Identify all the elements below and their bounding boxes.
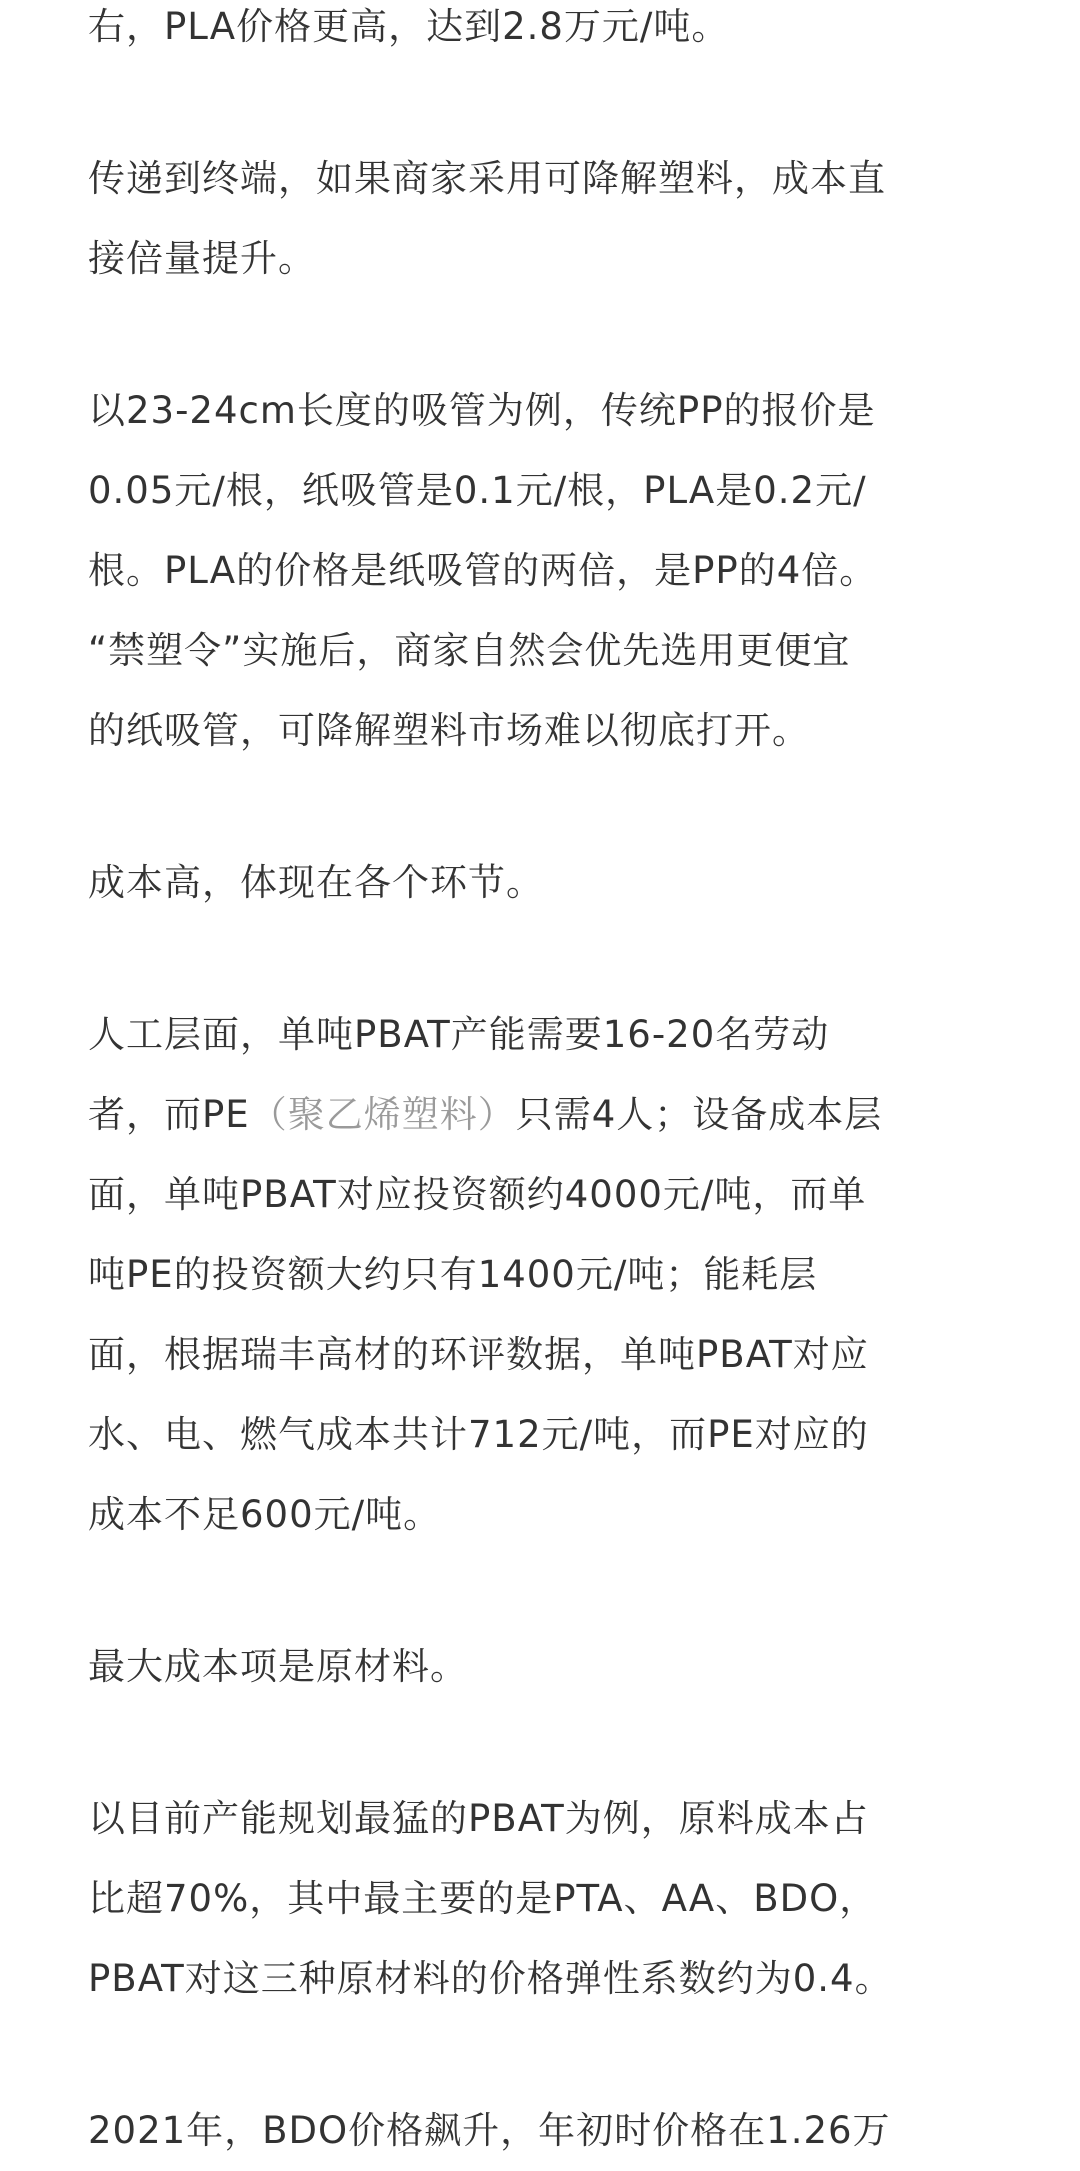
text-line: 2021年，BDO价格飙升，年初时价格在1.26万 bbox=[88, 2109, 891, 2152]
text-line: 根。PLA的价格是纸吸管的两倍，是PP的4倍。 bbox=[88, 549, 878, 592]
text-line: 成本不足600元/吨。 bbox=[88, 1493, 442, 1536]
text-line: 传递到终端，如果商家采用可降解塑料，成本直 bbox=[88, 157, 886, 200]
paragraph-raw-material bbox=[88, 1627, 998, 1707]
text-line: 成本高，体现在各个环节。 bbox=[88, 861, 544, 904]
text-line: 吨PE的投资额大约只有1400元/吨；能耗层 bbox=[88, 1253, 818, 1296]
text-line: 比超70%，其中最主要的是PTA、AA、BDO， bbox=[88, 1877, 878, 1920]
text-fragment: 只需4人；设备成本层 bbox=[515, 1093, 883, 1136]
paragraph-pbat-raw-cost bbox=[88, 1779, 998, 2019]
text-line: 接倍量提升。 bbox=[88, 237, 316, 280]
text-line: 的纸吸管，可降解塑料市场难以彻底打开。 bbox=[88, 709, 810, 752]
text-line: 面，单吨PBAT对应投资额约4000元/吨，而单 bbox=[88, 1173, 867, 1216]
text-line: 0.05元/根，纸吸管是0.1元/根，PLA是0.2元/ bbox=[88, 469, 867, 512]
text-line: 人工层面，单吨PBAT产能需要16-20名劳动 bbox=[88, 1013, 830, 1056]
text-line: 右，PLA价格更高，达到2.8万元/吨。 bbox=[88, 5, 730, 48]
text-line: 面，根据瑞丰高材的环评数据，单吨PBAT对应 bbox=[88, 1333, 869, 1376]
text-line: 最大成本项是原材料。 bbox=[88, 1645, 468, 1688]
text-line: 以23-24cm长度的吸管为例，传统PP的报价是 bbox=[88, 389, 876, 432]
paragraph-high-cost bbox=[88, 843, 998, 923]
paragraph-straw-example bbox=[88, 371, 998, 771]
pe-annotation: （聚乙烯塑料） bbox=[249, 1093, 516, 1136]
paragraph-terminal-cost bbox=[88, 139, 998, 299]
text-line: 以目前产能规划最猛的PBAT为例，原料成本占 bbox=[88, 1797, 869, 1840]
article-body bbox=[88, 0, 998, 2171]
text-line bbox=[88, 1075, 998, 1155]
text-line: “禁塑令”实施后，商家自然会优先选用更便宜 bbox=[88, 629, 851, 672]
text-fragment: 者，而PE bbox=[88, 1093, 250, 1136]
text-line: PBAT对这三种原材料的价格弹性系数约为0.4。 bbox=[88, 1957, 893, 2000]
paragraph-pla-price bbox=[88, 0, 998, 67]
paragraph-cost-breakdown bbox=[88, 995, 998, 1555]
paragraph-bdo-price bbox=[88, 2091, 998, 2171]
text-line: 水、电、燃气成本共计712元/吨，而PE对应的 bbox=[88, 1413, 869, 1456]
